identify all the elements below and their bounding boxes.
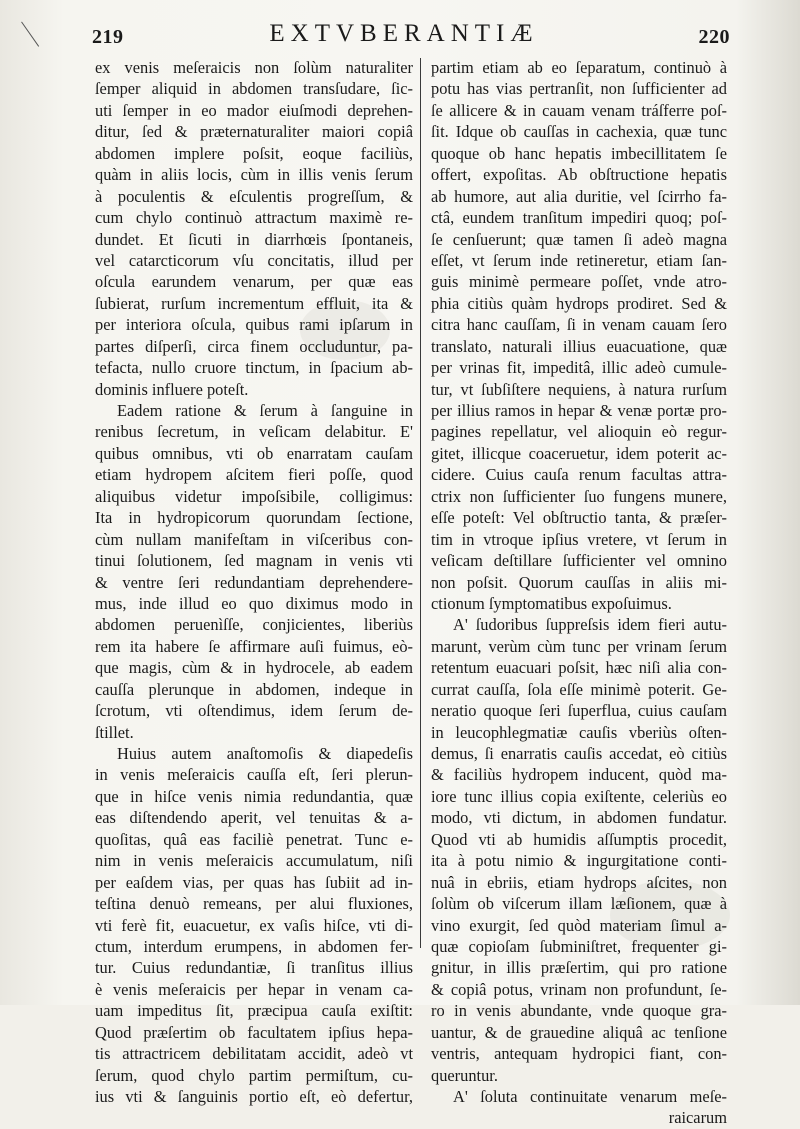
column-divider bbox=[420, 58, 421, 948]
text-line: offert, expoſitas. Ab obſtructione hepatis bbox=[431, 165, 727, 185]
text-line: retentum euacuari poſsit, hæc niſi alia con- bbox=[431, 658, 727, 678]
text-line: ventris, antequam hydropici fiant, con- bbox=[431, 1044, 727, 1064]
text-line: à poculentis & eſculentis progreſſum, & bbox=[95, 186, 413, 206]
text-line: eas diſtendendo aperit, vel tenuitas & a- bbox=[95, 808, 413, 828]
text-line: abdomen peruenìſſe, conjicientes, liberiùs bbox=[95, 615, 413, 635]
text-line: Ita in hydropicorum quorundam ſectione, bbox=[95, 508, 413, 528]
right-column bbox=[431, 57, 727, 1129]
page-header bbox=[78, 20, 730, 50]
text-line: partim etiam ab eo ſeparatum, continuò à bbox=[431, 58, 727, 77]
text-line: per eaſdem vias, per quas has ſubiit ad in- bbox=[95, 872, 413, 892]
text-line: ſit. Idque ob cauſſas in cachexia, quæ tunc bbox=[431, 122, 727, 142]
text-line: ſerum, quod chylo partim permiſtum, cu- bbox=[95, 1065, 413, 1085]
text-line: & copiâ potus, vrinam non profundunt, ſe- bbox=[431, 979, 727, 999]
text-line: cùm nullam manifeſtam in viſceribus con- bbox=[95, 529, 413, 549]
text-line: uti ſemper in eo mador eiuſmodi deprehen- bbox=[95, 100, 413, 120]
text-line: non poſsit. Quorum cauſſas in aliis mi- bbox=[431, 572, 727, 592]
text-line: ſemper aliquid in abdomen transſudare, ſic- bbox=[95, 79, 413, 99]
text-line: ſtillet. bbox=[95, 722, 134, 742]
text-line: renibus ſecretum, in veſicam delabitur. E' bbox=[95, 422, 413, 442]
text-line: Quod præſertim ob facultatem ipſius hepa- bbox=[95, 1022, 413, 1042]
text-line: marunt, verùm cùm tunc per vrinam ſerum bbox=[431, 636, 727, 656]
text-line: & ventre ſeri redundantiam deprehendere- bbox=[95, 572, 413, 592]
text-line: Huius autem anaſtomoſis & diapedeſis bbox=[117, 744, 413, 763]
text-line: quoſitas, quâ eas faciliè penetrat. Tunc e- bbox=[95, 829, 413, 849]
text-line: gitet, illicque coaceruetur, idem poterit ac- bbox=[431, 443, 727, 463]
text-line: tis attractricem debilitatam accidit, adeò vt bbox=[95, 1044, 413, 1064]
page-number-right: 220 bbox=[698, 26, 730, 48]
text-line: demus, ſi enarratis cauſis accedat, eò citiùs bbox=[431, 744, 727, 763]
page-number-left: 219 bbox=[92, 26, 124, 48]
text-line: queruntur. bbox=[431, 1065, 498, 1085]
text-line: rem ita habere ſe affirmare auſi fuimus, eò- bbox=[95, 636, 413, 656]
text-line: teſtina denuò remeans, per alui fluxiones, bbox=[95, 894, 413, 914]
text-line: cidere. Cuius cauſa renum facultas attra- bbox=[431, 465, 727, 485]
text-line: per vrinas fit, impeditâ, illic adeò cumule- bbox=[431, 358, 727, 378]
text-line: ſubierat, rurſum incrementum effluit, ita & bbox=[95, 293, 413, 313]
text-line: pagines repellatur, vel alioquin eò regur- bbox=[431, 422, 727, 442]
text-line: A' ſudoribus ſuppreſsis idem fieri autu- bbox=[453, 615, 727, 635]
text-line: guis minimè permeare poſſet, vnde atro- bbox=[431, 272, 727, 292]
text-line: abdomen implere poſsit, eoque faciliùs, bbox=[95, 143, 413, 163]
text-line: que in hiſce venis nimia redundantia, quæ bbox=[95, 786, 413, 806]
text-line: quoque ob hanc hepatis imbecillitatem ſe bbox=[431, 143, 727, 163]
text-line: neratio quoque ſeri ſuperflua, cuius cauſam bbox=[431, 701, 727, 721]
text-line: eſſe poteſt: Vel obſtructio tanta, & præſer- bbox=[431, 508, 727, 528]
text-line: oſcula earundem venarum, per quæ eas bbox=[95, 272, 413, 292]
text-line: tur. Cuius redundantiæ, ſi tranſitus illius bbox=[95, 958, 413, 978]
text-line: ſcrotum, vti oſtendimus, idem ſerum de- bbox=[95, 701, 413, 721]
text-line: ab humore, aut alia duritie, vel ſcirrho fa- bbox=[431, 186, 727, 206]
text-line: tinui ſolutionem, ſed magnam in venis vti bbox=[95, 551, 413, 571]
text-line: per interiora oſcula, quibus rami ipſarum in bbox=[95, 315, 413, 335]
text-line: gnitur, in illis præſertim, qui pro ratione bbox=[431, 958, 727, 978]
text-line: partes diſperſi, circa finem occluduntur, pa- bbox=[95, 336, 413, 356]
text-line: ius vti & ſanguinis portio eſt, eò defertur, bbox=[95, 1087, 413, 1106]
text-line: ſe allicere & in cauam venam tráſferre poſ- bbox=[431, 100, 727, 120]
text-line: ita à potu nimio & ingurgitatione conti- bbox=[431, 851, 727, 871]
text-line: nim in venis meſeraicis accumulatum, niſi bbox=[95, 851, 413, 871]
text-line: phia citiùs quàm hydrops prodiret. Sed & bbox=[431, 293, 727, 313]
left-column bbox=[95, 57, 413, 1107]
text-line: vino exurgit, ſed quòd materiam ſimul a- bbox=[431, 915, 727, 935]
text-line: ro in venis abundante, vnde quoque gra- bbox=[431, 1001, 727, 1021]
text-line: ctâ, eundem tranſitum impediri quoq; poſ- bbox=[431, 208, 727, 228]
text-line: vti ferè fit, euacuetur, ex vaſis hiſce, vti di- bbox=[95, 915, 413, 935]
text-line: que magis, cùm & in hydrocele, ab eadem bbox=[95, 658, 413, 678]
text-line: ctrix non ſufficienter ſuo fungens munere, bbox=[431, 486, 727, 506]
text-line: per illius ramos in hepar & venæ portæ pro- bbox=[431, 401, 727, 420]
text-line: tefacta, nullo cruore tinctum, in ſpacium ab- bbox=[95, 358, 413, 378]
running-title: EXTVBERANTIÆ bbox=[269, 20, 539, 47]
text-line: cum chylo continuò attractum maximè re- bbox=[95, 208, 413, 228]
text-line: Eadem ratione & ſerum à ſanguine in bbox=[117, 401, 413, 420]
text-line: raicarum bbox=[668, 1108, 727, 1128]
text-line: tur, vt ſubſiſtere nequiens, à natura rurſum bbox=[431, 379, 727, 399]
text-line: in leucophlegmatiæ cauſis vberiùs oſten- bbox=[431, 722, 727, 742]
text-line: iore tunc illius copia exiſtente, celeriùs eo bbox=[431, 786, 727, 806]
text-line: ſe cenſuerunt; quæ tamen ſi adeò magna bbox=[431, 229, 727, 249]
text-line: quibus omnibus, vti ob enarratam cauſam bbox=[95, 443, 413, 463]
text-line: uam impeditus ſit, præcipua cauſa exiſtit: bbox=[95, 1001, 413, 1021]
text-line: cauſſa plerunque in abdomen, indeque in bbox=[95, 679, 413, 699]
text-line: quàm in aliis locis, cùm in illis venis ſerum bbox=[95, 165, 413, 185]
text-line: dundet. Et ſicuti in diarrhœis ſpontaneis, bbox=[95, 229, 413, 249]
text-line: currat cauſſa, ſola eſſe minimè poterit. Ge- bbox=[431, 679, 727, 699]
text-line: veſicam deſtillare ſufficienter vel omnino bbox=[431, 551, 727, 571]
text-line: ditur, ſed & præternaturaliter maiori copiâ bbox=[95, 122, 413, 142]
text-line: vel catarcticorum vſu concitatis, illud per bbox=[95, 250, 413, 270]
text-line: nuâ in ebriis, etiam hydrops aſcites, non bbox=[431, 872, 727, 892]
text-line: in venis meſeraicis cauſſa eſt, ſeri plerun- bbox=[95, 765, 413, 785]
text-line: modo, vti dictum, in abdomen fundatur. bbox=[431, 808, 727, 828]
text-line: quæ copioſam ſubminiſtret, frequenter gi- bbox=[431, 936, 727, 956]
text-line: tim in vtroque ipſius vretere, vt ſerum in bbox=[431, 529, 727, 549]
text-line: ctionum ſymptomatibus expoſuimus. bbox=[431, 593, 672, 613]
text-line: aliquibus videtur impoſsibile, colligimus: bbox=[95, 486, 413, 506]
text-line: & faciliùs hydropem inducent, quòd ma- bbox=[431, 765, 727, 785]
text-line: uantur, & de grauedine aliquâ ac tenſione bbox=[431, 1022, 727, 1042]
text-line: ex venis meſeraicis non ſolùm naturaliter bbox=[95, 58, 413, 77]
text-line: dominis influere poteſt. bbox=[95, 379, 249, 399]
text-line: etiam hydropem aſcitem fieri poſſe, quod bbox=[95, 465, 413, 485]
text-line: citra hanc cauſſam, ſi in venam cauam ſero bbox=[431, 315, 727, 335]
text-line: mus, inde illud eo quo diximus modo in bbox=[95, 593, 413, 613]
corner-mark bbox=[21, 11, 54, 46]
text-line: translato, naturali illius euacuatione, quæ bbox=[431, 336, 727, 356]
text-line: è venis meſeraicis per hepar in venam ca- bbox=[95, 979, 413, 999]
text-line: A' ſoluta continuitate venarum meſe- bbox=[453, 1087, 727, 1106]
text-line: potu has vias pertranſit, non ſufficienter ad bbox=[431, 79, 727, 99]
text-line: Quod vti ab humidis aſſumptis procedit, bbox=[431, 829, 727, 849]
text-line: ctum, interdum erumpens, in abdomen fer- bbox=[95, 936, 413, 956]
text-line: eſſet, vt ſerum inde retineretur, etiam ſan- bbox=[431, 250, 727, 270]
text-line: ſolùm ob viſcerum illam læſionem, quæ à bbox=[431, 894, 727, 914]
